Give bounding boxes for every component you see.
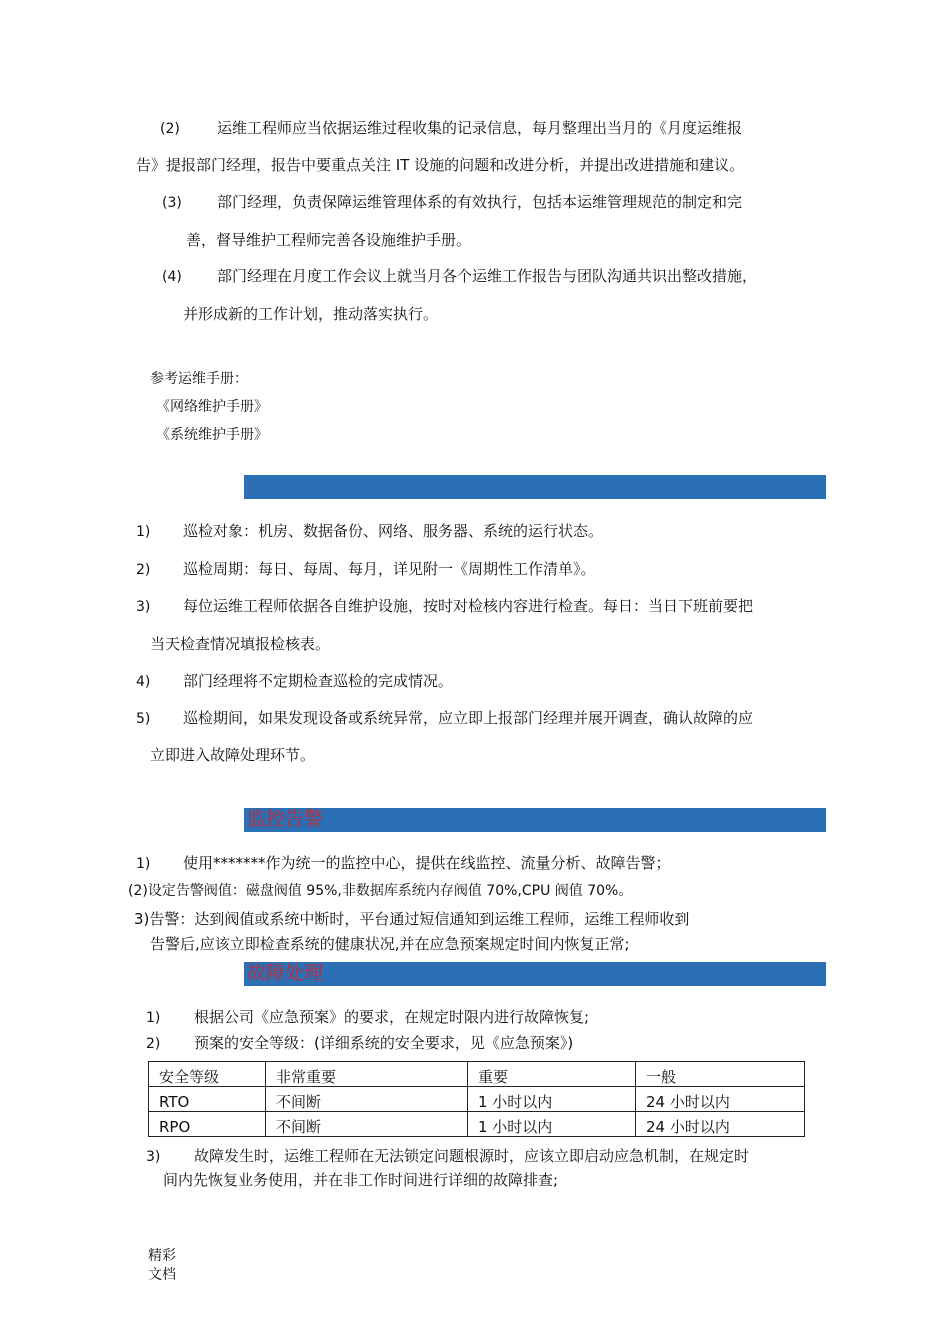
item-number: 5) [136, 711, 151, 727]
table-header-cell: 重要 [468, 1062, 636, 1087]
item-text: 每位运维工程师依据各自维护设施，按时对检核内容进行检查。每日：当日下班前要把 [183, 597, 754, 615]
table-cell: RTO [149, 1087, 266, 1112]
item-number: 3) [146, 1149, 161, 1165]
table-cell: 1 小时以内 [468, 1112, 636, 1137]
table-header-cell: 一般 [636, 1062, 805, 1087]
item-number: (3) [162, 195, 182, 211]
item-text: 巡检对象：机房、数据备份、网络、服务器、系统的运行状态。 [183, 522, 604, 540]
item-number: (2) [160, 121, 180, 137]
monitoring-heading-bar [244, 808, 826, 832]
item-text: 预案的安全等级：(详细系统的安全要求，见《应急预案》) [194, 1034, 574, 1052]
item-text: 部门经理，负责保障运维管理体系的有效执行，包括本运维管理规范的制定和完 [217, 193, 743, 211]
table-row [149, 1112, 805, 1137]
table-row [149, 1087, 805, 1112]
reference-item: 《系统维护手册》 [156, 427, 268, 443]
item-number: 2) [136, 562, 151, 578]
item-text: 使用*******作为统一的监控中心，提供在线监控、流量分析、故障告警； [183, 854, 671, 872]
fault-heading-bar [244, 962, 826, 986]
section-heading: 故障处理 [247, 962, 324, 984]
reference-item: 《网络维护手册》 [156, 399, 268, 415]
reference-heading: 参考运维手册： [150, 371, 248, 387]
item-text: 巡检期间，如果发现设备或系统异常，应立即上报部门经理并展开调查，确认故障的应 [183, 709, 754, 727]
footer-text: 精彩文档 [148, 1248, 176, 1283]
item-text: 3)告警：达到阀值或系统中断时，平台通过短信通知到运维工程师，运维工程师收到 [134, 910, 690, 928]
item-text: 故障发生时，运维工程师在无法锁定问题根源时，应该立即启动应急机制，在规定时 [194, 1147, 750, 1165]
item-text-cont: 告》提报部门经理，报告中要重点关注 IT 设施的问题和改进分析，并提出改进措施和建议。 [136, 156, 745, 174]
item-text: 运维工程师应当依据运维过程收集的记录信息，每月整理出当月的《月度运维报 [217, 119, 743, 137]
item-number: 4) [136, 674, 151, 690]
table-header-row [149, 1062, 805, 1087]
table-cell: 不间断 [266, 1087, 468, 1112]
item-text-cont: 告警后,应该立即检查系统的健康状况,并在应急预案规定时间内恢复正常; [150, 935, 630, 953]
section-heading: 监控告警 [247, 808, 324, 830]
table-cell: 1 小时以内 [468, 1087, 636, 1112]
item-number: 1) [136, 524, 151, 540]
item-text-cont: 并形成新的工作计划，推动落实执行。 [183, 305, 439, 323]
item-text-cont: 当天检查情况填报检核表。 [150, 635, 331, 653]
security-level-table [148, 1061, 805, 1137]
item-text: 根据公司《应急预案》的要求，在规定时限内进行故障恢复; [194, 1008, 590, 1026]
item-text-cont: 善，督导维护工程师完善各设施维护手册。 [186, 231, 472, 249]
item-text: 部门经理在月度工作会议上就当月各个运维工作报告与团队沟通共识出整改措施， [217, 267, 758, 285]
item-number: 1) [136, 856, 151, 872]
item-text-cont: 间内先恢复业务使用，并在非工作时间进行详细的故障排查; [163, 1171, 559, 1189]
table-header-cell: 非常重要 [266, 1062, 468, 1087]
table-cell: 24 小时以内 [636, 1087, 805, 1112]
item-number: 2) [146, 1036, 161, 1052]
item-number: 3) [136, 599, 151, 615]
item-text: 部门经理将不定期检查巡检的完成情况。 [183, 672, 454, 690]
item-number: 1) [146, 1010, 161, 1026]
table-cell: 24 小时以内 [636, 1112, 805, 1137]
table-cell: RPO [149, 1112, 266, 1137]
inspection-heading-bar [244, 475, 826, 499]
table-cell: 不间断 [266, 1112, 468, 1137]
item-text-cont: 立即进入故障处理环节。 [150, 746, 316, 764]
item-text: (2)设定告警阀值：磁盘阀值 95%,非数据库系统内存阀值 70%,CPU 阀值 70%。 [128, 883, 633, 899]
item-number: (4) [162, 269, 182, 285]
item-text: 巡检周期：每日、每周、每月，详见附一《周期性工作清单》。 [183, 560, 596, 578]
table-header-cell: 安全等级 [149, 1062, 266, 1087]
